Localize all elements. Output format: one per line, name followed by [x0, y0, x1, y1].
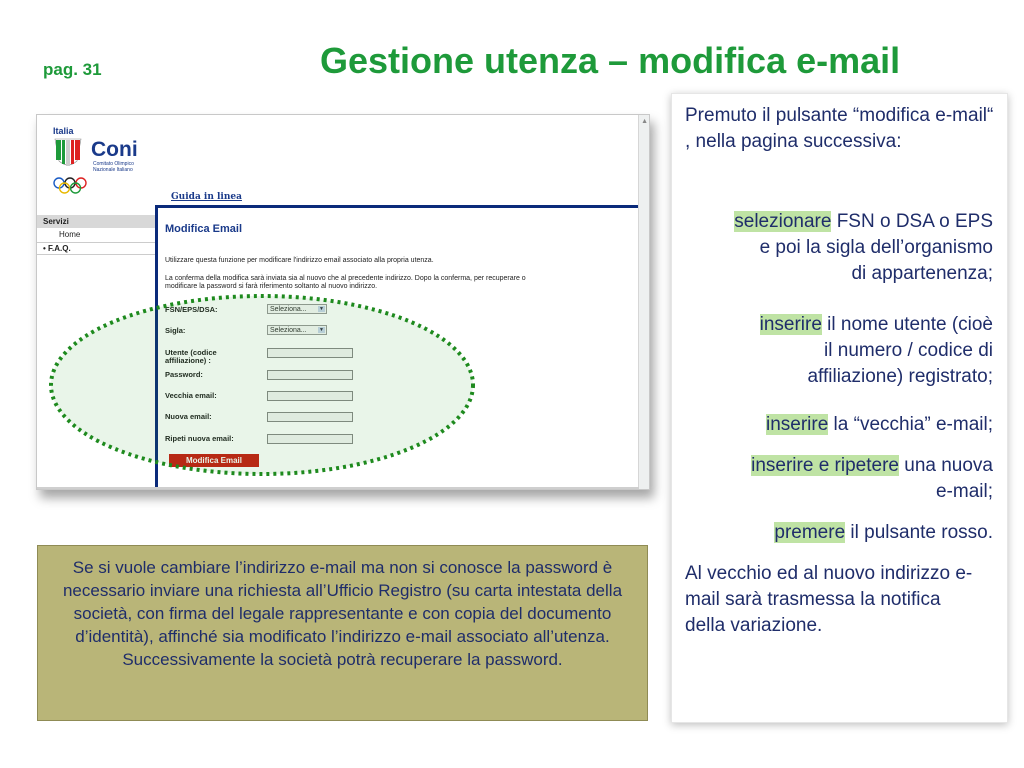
- step-text: di appartenenza;: [851, 263, 993, 284]
- fsn-select-value: Seleziona...: [270, 306, 307, 313]
- logo-country: Italia: [53, 126, 74, 136]
- sidebar-divider: [155, 205, 158, 489]
- ripeti-email-input[interactable]: [267, 434, 353, 444]
- step-select: [683, 209, 993, 287]
- step-text: una nuova: [898, 455, 993, 476]
- sidebar-heading: Servizi: [37, 215, 155, 228]
- scrollbar[interactable]: [638, 115, 649, 489]
- field-label-nuova-email: Nuova email:: [165, 412, 212, 421]
- chevron-down-icon[interactable]: ▼: [319, 327, 324, 333]
- coni-emblem-icon: [55, 139, 81, 166]
- step-keyword: inserire: [759, 314, 822, 335]
- sidebar-item-home[interactable]: Home: [59, 230, 81, 239]
- logo-brand: Coni: [91, 138, 138, 161]
- password-input[interactable]: [267, 370, 353, 380]
- nuova-email-input[interactable]: [267, 412, 353, 422]
- logo-subtitle-2: Nazionale Italiano: [93, 167, 133, 173]
- guida-link[interactable]: Guida in linea: [171, 192, 242, 202]
- sidebar-item-faq[interactable]: • F.A.Q.: [37, 242, 155, 255]
- field-label-utente: Utente (codice affiliazione) :: [165, 348, 217, 365]
- field-label-ripeti-email: Ripeti nuova email:: [165, 434, 234, 443]
- form-notice-2: modificare la password si farà riferimento soltanto al nuovo indirizzo.: [165, 283, 378, 290]
- instructions-closing: Al vecchio ed al nuovo indirizzo e-mail sarà trasmessa la notifica della variazione.: [685, 563, 973, 636]
- step-text: il nome utente (cioè: [821, 314, 993, 335]
- chevron-down-icon[interactable]: ▼: [319, 306, 324, 312]
- vecchia-email-input[interactable]: [267, 391, 353, 401]
- note-text: Se si vuole cambiare l’indirizzo e-mail ma non si conosce la password è necessario inviare una richiesta all’Ufficio Registro (su carta intestata della società, con firma del legale rappresentante e con copia del documento d’identità), affinché sia modificato l’indirizzo e-mail associato all’utenza. Successivamente la società potrà recuperare la password.: [62, 558, 623, 669]
- step-keyword: premere: [774, 522, 846, 543]
- field-label-vecchia-email: Vecchia email:: [165, 391, 217, 400]
- header-divider: [157, 205, 639, 208]
- step-keyword: selezionare: [734, 211, 832, 232]
- form-intro: Utilizzare questa funzione per modificare l'indirizzo email associato alla propria utenza.: [165, 257, 434, 264]
- modifica-email-button[interactable]: Modifica Email: [169, 454, 259, 467]
- step-insert-new-email: [683, 453, 993, 505]
- coni-logo: [51, 125, 161, 199]
- step-text: e poi la sigla dell’organismo: [759, 237, 993, 258]
- form-notice-1: La conferma della modifica sarà inviata sia al nuovo che al precedente indirizzo. Dopo la conferma, per recuperare o: [165, 275, 526, 282]
- step-text: il numero / codice di: [824, 340, 993, 361]
- step-text: e-mail;: [935, 481, 993, 502]
- step-text: FSN o DSA o EPS: [831, 211, 993, 232]
- step-keyword: inserire e ripetere: [751, 455, 899, 476]
- sigla-select[interactable]: [267, 325, 327, 335]
- step-text: il pulsante rosso.: [845, 522, 993, 543]
- form-heading: Modifica Email: [165, 223, 243, 235]
- fsn-select[interactable]: [267, 304, 327, 314]
- screenshot-panel: [36, 114, 650, 490]
- note-box: [37, 545, 648, 721]
- logo-subtitle-1: Comitato Olimpico: [93, 161, 134, 167]
- field-label-fsn: FSN/EPS/DSA:: [165, 305, 218, 314]
- field-label-sigla: Sigla:: [165, 326, 186, 335]
- step-text: la “vecchia” e-mail;: [828, 414, 993, 435]
- scroll-up-icon[interactable]: ▲: [641, 118, 648, 125]
- instructions-panel: [671, 93, 1008, 723]
- slide-title: Gestione utenza – modifica e-mail: [320, 40, 901, 81]
- instructions-intro: Premuto il pulsante “modifica e-mail“ , nella pagina successiva:: [685, 105, 994, 152]
- step-press: [683, 520, 993, 546]
- step-insert-user: [683, 312, 993, 390]
- sigla-select-value: Seleziona...: [270, 327, 307, 334]
- step-keyword: inserire: [765, 414, 829, 435]
- field-label-password: Password:: [165, 370, 203, 379]
- screenshot-bottom-edge: [37, 487, 639, 489]
- step-insert-old-email: [683, 412, 993, 438]
- olympic-rings-icon: [54, 178, 86, 193]
- utente-input[interactable]: [267, 348, 353, 358]
- step-text: affiliazione) registrato;: [807, 366, 993, 387]
- page-number: pag. 31: [43, 60, 102, 79]
